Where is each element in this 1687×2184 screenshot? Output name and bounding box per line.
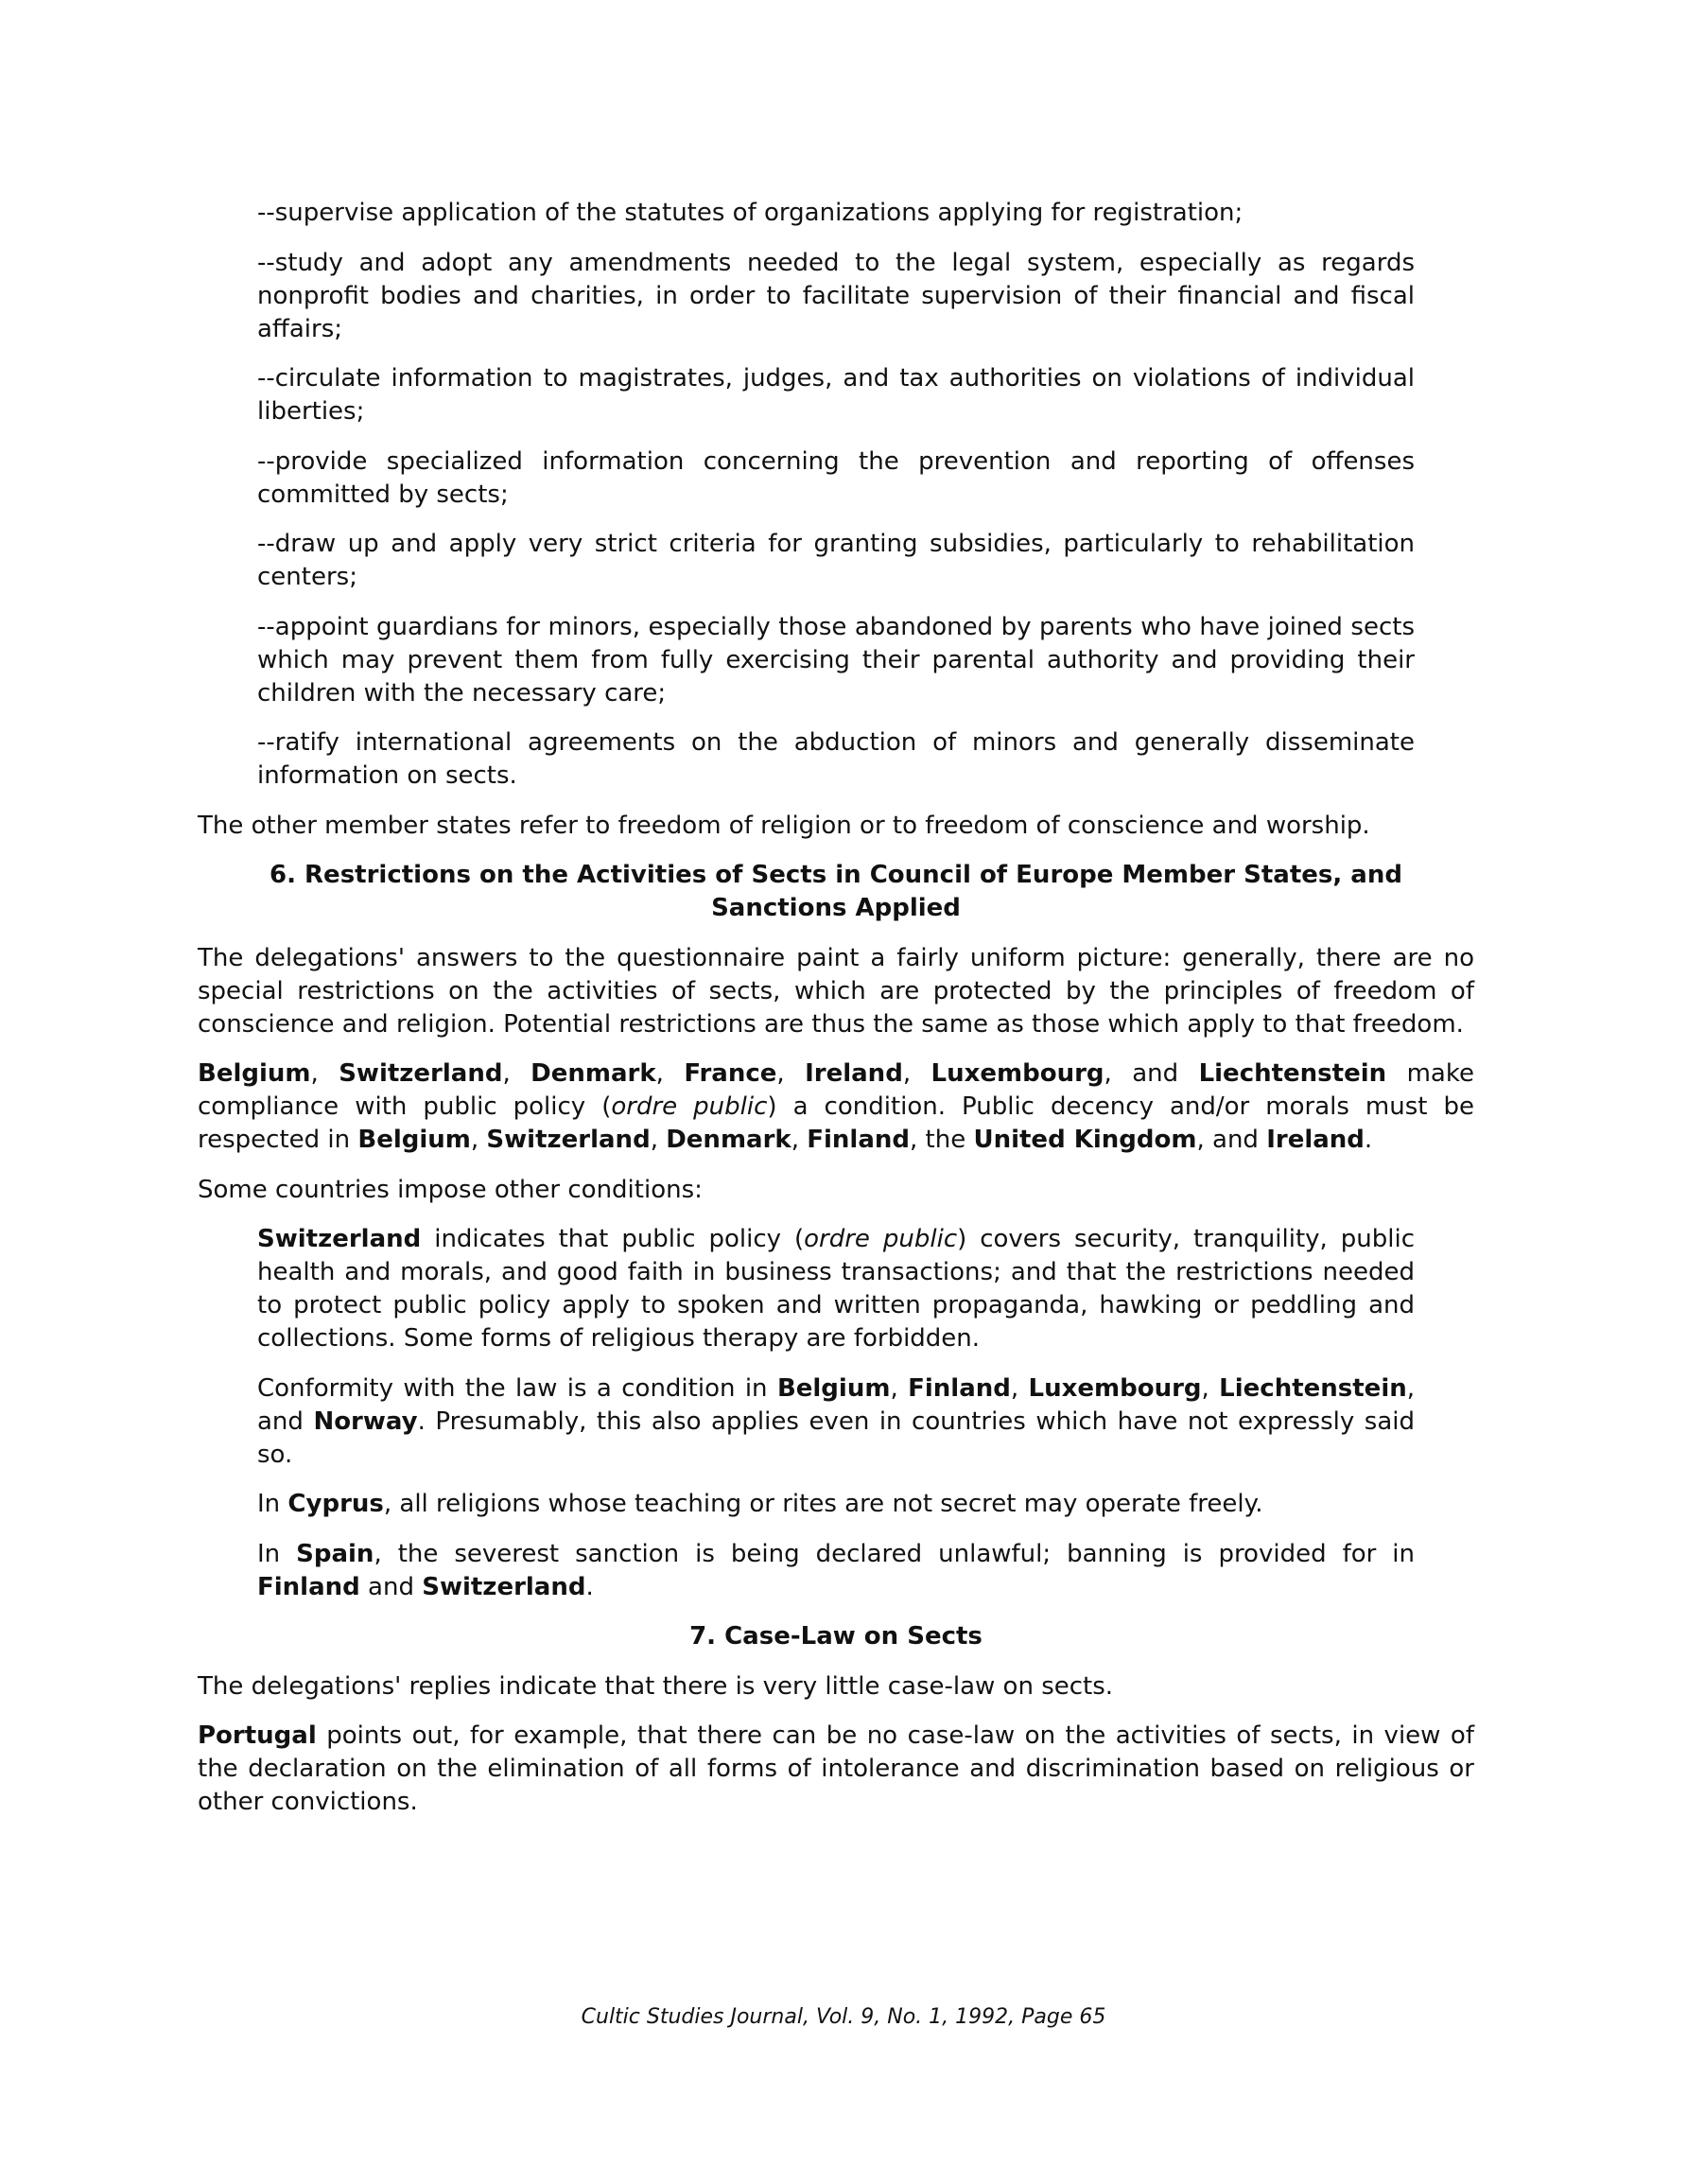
body-text: points out, for example, that there can be no case-law on the activities of sects, in view of the declaration on the elimination of all forms of intolerance and discrimination based on religious or other convictions. [198,1721,1474,1816]
body-text: In [257,1490,288,1518]
list-item: --circulate information to magistrates, judges, and tax authorities on violations of individual liberties; [257,364,1415,426]
conditions-block [257,1223,1415,1604]
country-name: France [684,1059,777,1088]
body-text: In [257,1539,297,1568]
country-name: Liechtenstein [1198,1059,1387,1088]
separator: , and [1196,1126,1267,1154]
country-name: Cyprus [287,1490,384,1518]
country-name: Switzerland [486,1126,651,1154]
country-name: Switzerland [257,1225,422,1253]
country-name: Switzerland [339,1059,503,1088]
body-text: indicates that public policy ( [421,1225,805,1253]
list-item: --study and adopt any amendments needed to the legal system, especially as regards nonprofit bodies and charities, in order to facilitate supervision of their financial and fiscal affairs; [257,248,1415,343]
other-states-paragraph: The other member states refer to freedom of religion or to freedom of conscience and worship. [198,811,1370,840]
separator: , and [1104,1059,1199,1088]
separator: , [1010,1373,1029,1403]
list-item: --ratify international agreements on the abduction of minors and generally disseminate information on sects. [257,728,1415,790]
list-item: --draw up and apply very strict criteria for granting subsidies, particularly to rehabilitation centers; [257,530,1415,591]
body-text: , all religions whose teaching or rites are not secret may operate freely. [383,1490,1263,1518]
switzerland-paragraph [257,1223,1415,1355]
separator: , [890,1373,909,1403]
country-name: Finland [257,1572,360,1601]
separator: , [650,1126,667,1154]
country-name: Liechtenstein [1219,1373,1407,1403]
body-text: make compliance with public policy ( [198,1059,1474,1121]
body-text: Conformity with the law is a condition in [257,1373,777,1403]
separator: , [1201,1373,1220,1403]
separator: , [470,1126,487,1154]
section-7-heading: 7. Case-Law on Sects [689,1622,983,1651]
section-6-heading: 6. Restrictions on the Activities of Sects in Council of Europe Member States, and Sanctions Applied [270,861,1402,922]
separator: . [585,1572,594,1601]
country-name: Finland [908,1373,1011,1403]
separator: , [791,1126,808,1154]
cyprus-paragraph [257,1488,1415,1521]
body-text: and [359,1572,423,1601]
country-name: Switzerland [422,1572,586,1601]
country-name: Portugal [198,1721,317,1750]
section-6-intro: The delegations' answers to the questionnaire paint a fairly uniform picture: generally, there are no special restrictions on the activities of sects, which are protected by the principles of freedom of conscience and religion. Potential restrictions are thus the same as those which apply to that freedom. [198,943,1474,1039]
spain-paragraph [257,1538,1415,1604]
body-text: , the severest sanction is being declared unlawful; banning is provided for in [374,1539,1415,1568]
separator: , [902,1059,931,1088]
separator: , [655,1059,685,1088]
country-name: Norway [313,1406,418,1436]
conformity-paragraph [257,1372,1415,1472]
list-item: --provide specialized information concerning the prevention and reporting of offenses committed by sects; [257,446,1415,509]
list-item: --appoint guardians for minors, especially those abandoned by parents who have joined sects which may prevent them from fully exercising their parental authority and providing their children with the necessary care; [257,612,1415,708]
body-text: ) a condition. Public decency and/or morals must be respected in [198,1092,1474,1154]
country-name: Ireland [1266,1126,1365,1154]
separator: , and [257,1373,1416,1436]
country-name: Belgium [776,1373,891,1403]
body-text: ) covers security, tranquility, public health and morals, and good faith in business transactions; and that the restrictions needed to protect public policy apply to spoken and written propaganda, hawking or peddling and collections. Some forms of religious therapy are forbidden. [257,1225,1415,1353]
list-item: --supervise application of the statutes of organizations applying for registration; [257,199,1244,227]
body-text: . Presumably, this also applies even in countries which have not expressly said so. [257,1406,1415,1469]
separator: , [776,1059,806,1088]
country-name: Denmark [530,1059,656,1088]
document-page [198,197,1474,1836]
separator: , [310,1059,339,1088]
some-countries-paragraph: Some countries impose other conditions: [198,1175,703,1204]
page-footer: Cultic Studies Journal, Vol. 9, No. 1, 1992, Page 65 [581,2005,1106,2029]
country-name: Belgium [357,1126,471,1154]
country-name: Spain [296,1539,374,1568]
country-name: United Kingdom [973,1126,1197,1154]
separator: , the [910,1126,974,1154]
italic-term: ordre public [611,1092,768,1121]
recommendations-list [257,197,1415,793]
separator: . [1364,1126,1373,1154]
country-name: Belgium [198,1059,311,1088]
country-name: Ireland [805,1059,903,1088]
country-name: Luxembourg [930,1059,1104,1088]
country-name: Finland [807,1126,910,1154]
section-7-intro: The delegations' replies indicate that there is very little case-law on sects. [198,1671,1114,1701]
portugal-paragraph [198,1720,1474,1819]
italic-term: ordre public [804,1225,958,1253]
country-name: Luxembourg [1028,1373,1202,1403]
separator: , [502,1059,531,1088]
public-policy-paragraph [198,1057,1474,1157]
country-name: Denmark [666,1126,791,1154]
